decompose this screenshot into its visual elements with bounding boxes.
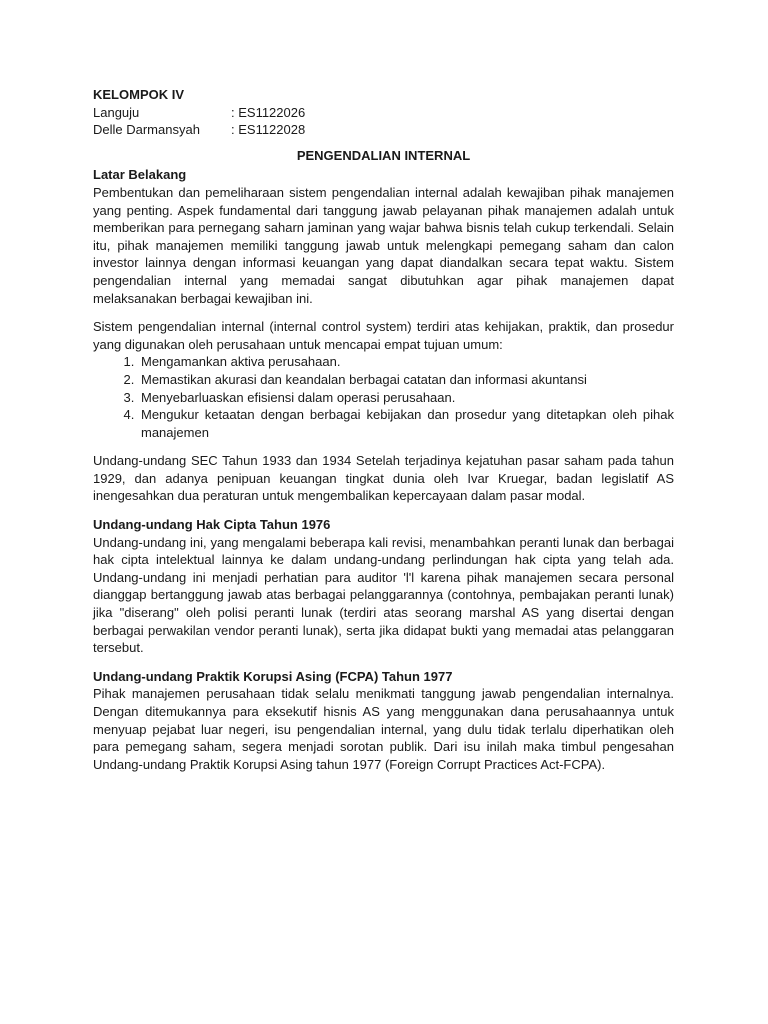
list-item: 1. Mengamankan aktiva perusahaan. [138,353,674,371]
section-heading: Undang-undang Praktik Korupsi Asing (FCPA) Tahun 1977 [93,668,453,684]
paragraph: Undang-undang SEC Tahun 1933 dan 1934 Setelah terjadinya kejatuhan pasar saham pada tahun 1929, dan adanya penipuan keuangan tingkat dunia oleh Ivar Kruegar, badan legislatif AS inengesahkan dua peraturan untuk mengembalikan kepercayaan dalam pasar modal. [93,453,674,504]
member-row [93,121,674,139]
section-heading: Undang-undang Hak Cipta Tahun 1976 [93,517,331,533]
member-row [93,104,674,122]
list-item: 3. Menyebarluaskan efisiensi dalam operasi perusahaan. [138,389,674,407]
paragraph: Pembentukan dan pemeliharaan sistem pengendalian internal adalah kewajiban pihak manajemen yang penting. Aspek fundamental dari tanggung jawab pelayanan pihak manajemen adalah untuk memberikan para pernegang saharn jaminan yang wajar bahwa bisnis telah cukup terkendali. Selain itu, pihak manajemen memiliki tanggung jawab untuk melengkapi pemegang saham dan calon investor lainnya dengan informasi keuangan yang dapat diandalkan secara tepat waktu. Sistem pengendalian internal yang memadai sangat dibutuhkan agar pihak manajemen dapat melaksanakan berbagai kewajiban ini. [93,184,674,306]
section-latar-belakang [93,166,674,505]
section-hak-cipta [93,516,674,657]
group-header [93,86,674,139]
member-id: : ES1122028 [231,122,306,138]
document-title: PENGENDALIAN INTERNAL [296,147,471,163]
section-heading: Latar Belakang [93,167,187,183]
member-name: Languju [93,104,140,120]
list-item: 2. Memastikan akurasi dan keandalan berbagai catatan dan informasi akuntansi [138,371,674,389]
objectives-list [93,353,674,441]
list-item: 4. Mengukur ketaatan dengan berbagai kebijakan dan prosedur yang ditetapkan oleh pihak manajemen [138,406,674,441]
group-title: KELOMPOK IV [93,87,185,102]
member-name: Delle Darmansyah [93,122,200,138]
paragraph: Pihak manajemen perusahaan tidak selalu menikmati tanggung jawab pengendalian internalnya. Dengan ditemukannya para eksekutif hisnis AS yang menggunakan dana perusahaannya untuk menyuap pejabat luar negeri, isu pengendalian internal, yang dulu tidak terlalu diperhatikan oleh para pemegang saham, segera menjadi sorotan publik. Dari isu inilah maka timbul pengesahan Undang-undang Praktik Korupsi Asing tahun 1977 (Foreign Corrupt Practices Act-FCPA). [93,686,674,772]
paragraph: Undang-undang ini, yang mengalami beberapa kali revisi, menambahkan peranti lunak dan berbagai hak cipta intelektual lainnya ke dalam undang-undang perlindungan hak cipta yang telah ada. Undang-undang ini menjadi perhatian para auditor 'l'l karena pihak manajemen secara personal dianggap bertanggung jawab atas berbagai pelanggarannya (contohnya, pembajakan peranti lunak) jika "diserang" oleh polisi peranti lunak (terdiri atas seorang marshal AS yang disertai dengan berbagai perwakilan vendor peranti lunak), serta jika didapat bukti yang memadai atas pelanggaran tersebut. [93,534,674,656]
paragraph: Sistem pengendalian internal (internal control system) terdiri atas kehijakan, praktik, dan prosedur yang digunakan oleh perusahaan untuk mencapai empat tujuan umum: [93,319,674,352]
member-id: : ES1122026 [231,104,306,120]
section-fcpa [93,668,674,774]
